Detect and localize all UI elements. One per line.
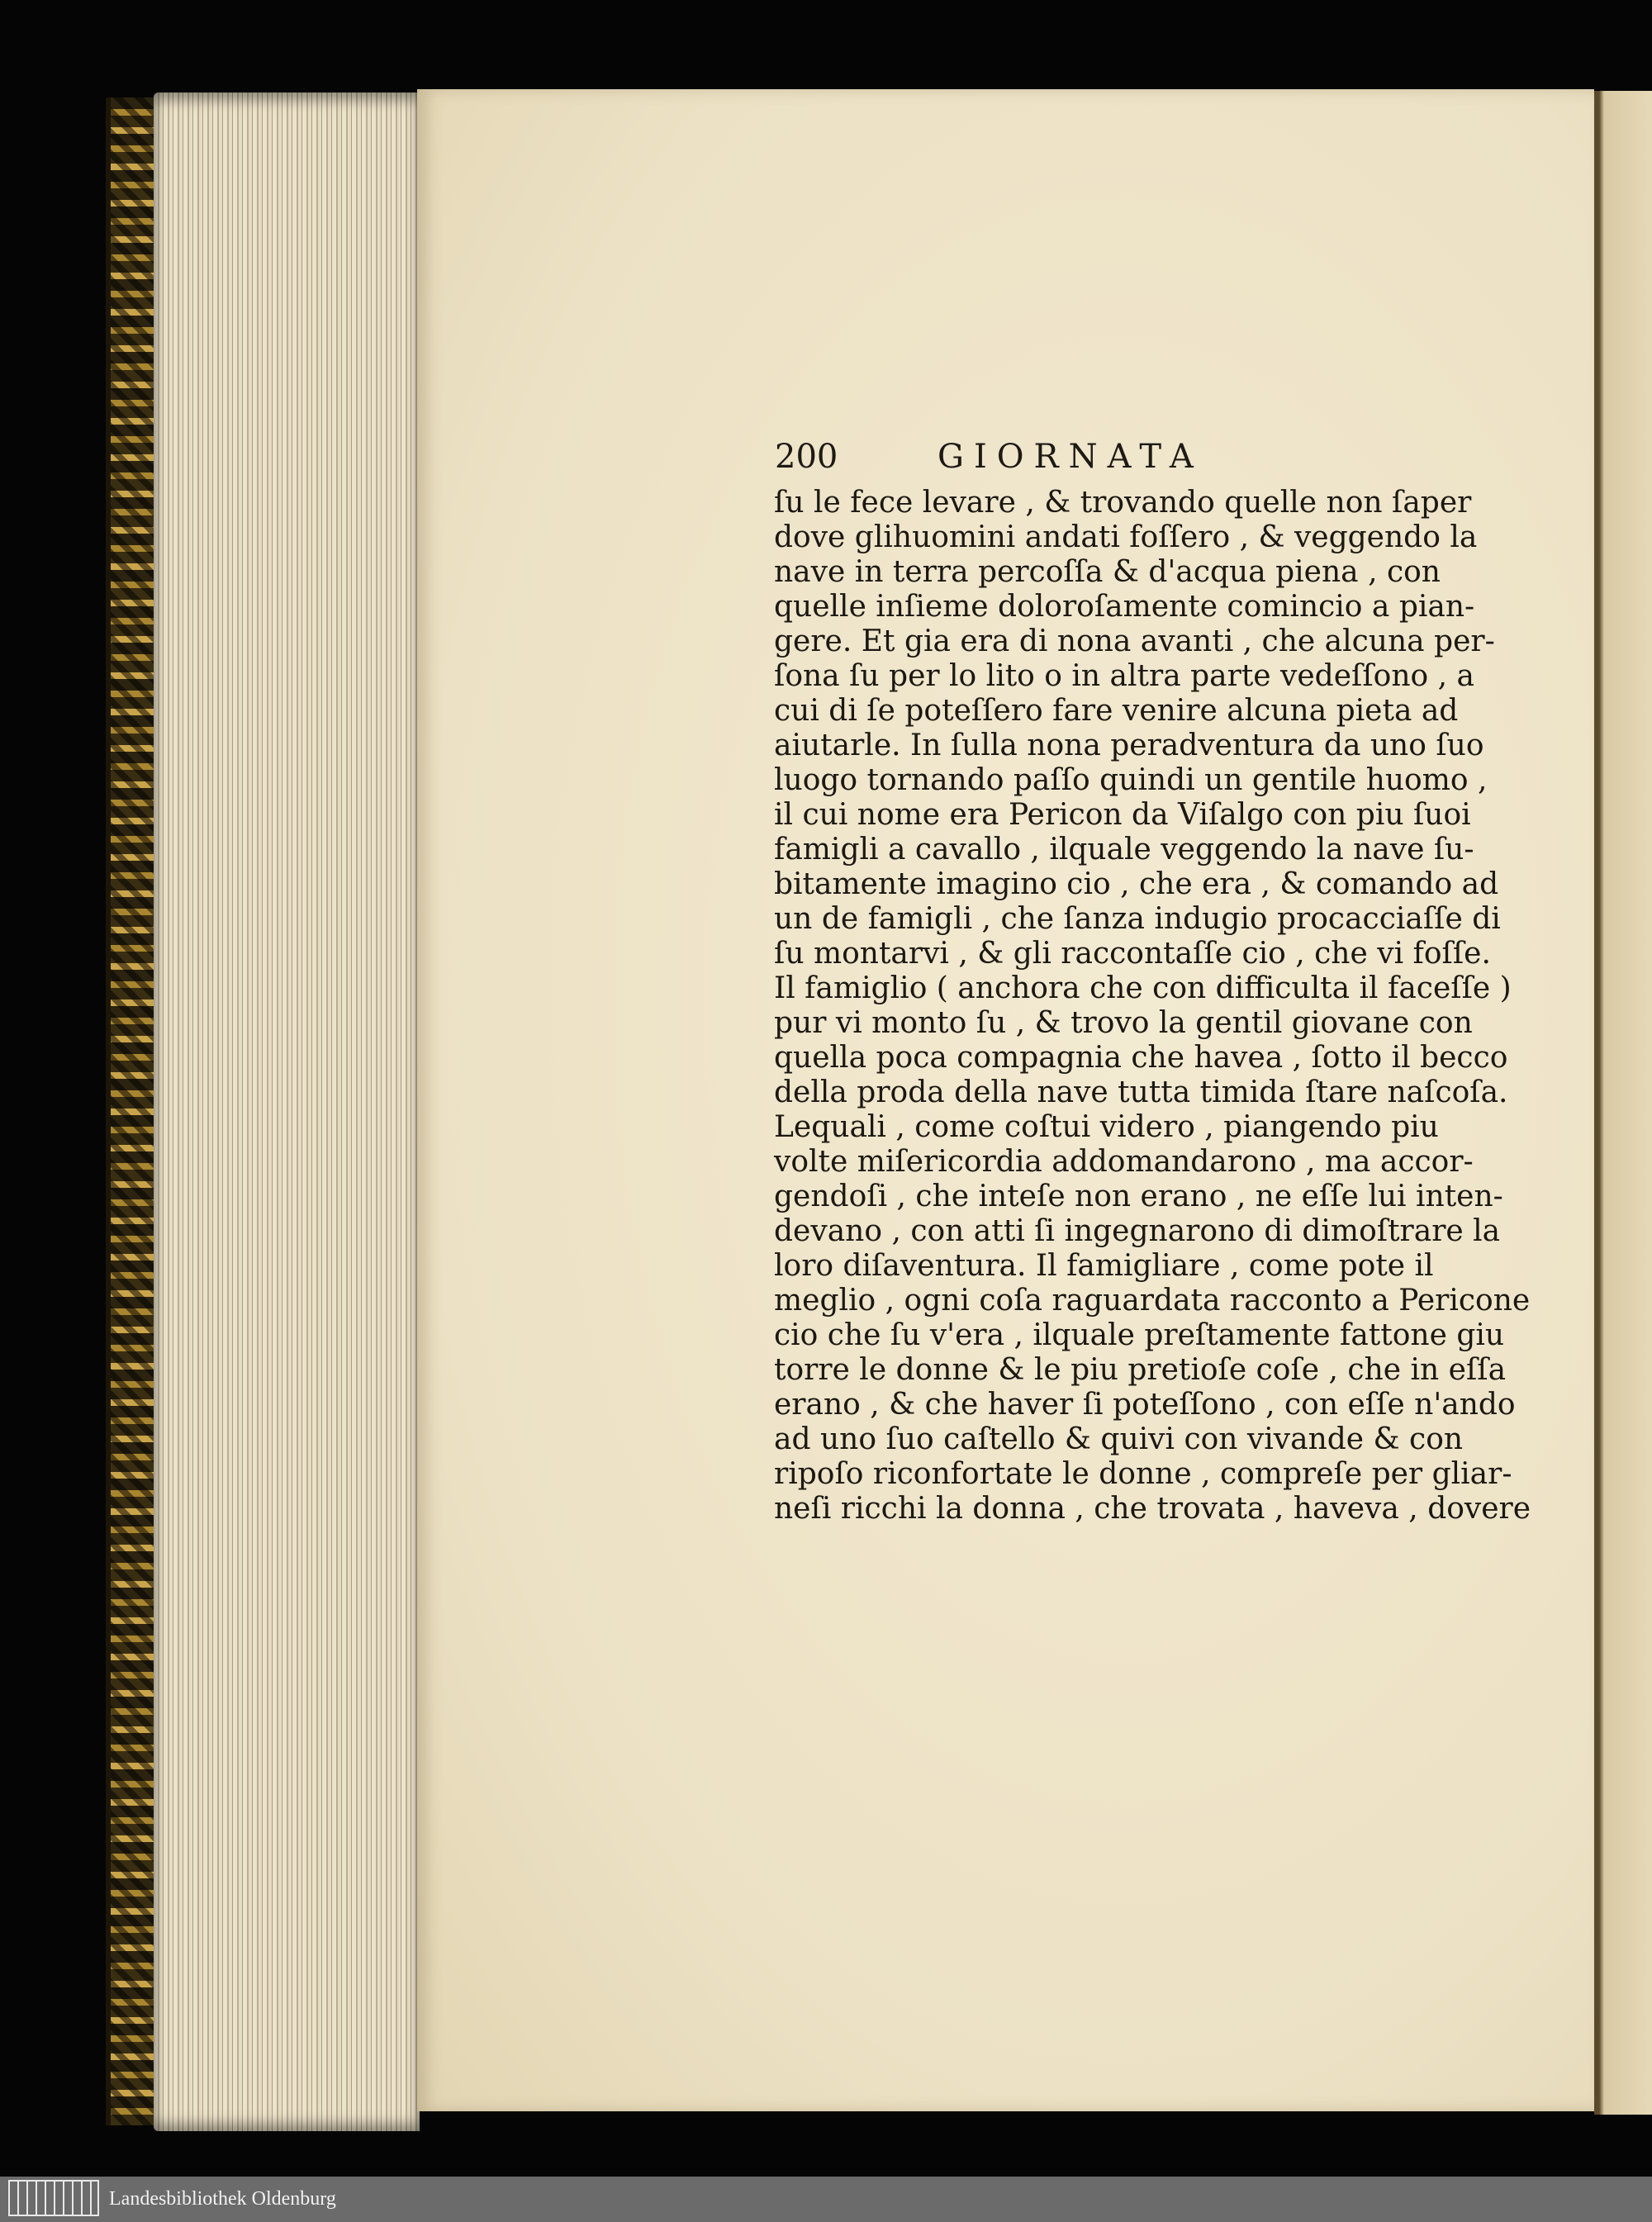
page-number: 200 — [775, 438, 838, 476]
text-line: quella poca compagnia che havea , ſotto il becco — [774, 1041, 1508, 1075]
text-line: erano , & che haver ſi poteſſono , con eſſe n'ando — [774, 1388, 1516, 1422]
text-line: il cui nome era Pericon da Viſalgo con piu ſuoi — [774, 798, 1471, 832]
text-line: torre le donne & le piu pretioſe coſe , che in eſſa — [774, 1353, 1507, 1387]
text-line: bitamente imagino cio , che era , & comando ad — [774, 867, 1499, 901]
text-line: devano , con atti ſi ingegnarono di dimoſtrare la — [774, 1214, 1501, 1248]
text-line: dove glihuomini andati foſſero , & veggendo la — [774, 520, 1478, 554]
library-name: Landesbibliothek Oldenburg — [109, 2188, 336, 2210]
text-line: gendoſi , che inteſe non erano , ne eſſe lui inten- — [774, 1180, 1503, 1213]
text-line: nave in terra percoſſa & d'acqua piena , con — [774, 555, 1441, 589]
text-line: luogo tornando paſſo quindi un gentile huomo , — [774, 763, 1488, 797]
footer-bar — [0, 2177, 1652, 2222]
page-edges — [154, 93, 420, 2131]
text-line: ſu montarvi , & gli raccontaſſe cio , che vi foſſe. — [774, 937, 1491, 971]
text-line: pur vi monto ſu , & trovo la gentil giovane con — [774, 1006, 1473, 1040]
text-line: neſi ricchi la donna , che trovata , haveva , dovere — [774, 1492, 1531, 1526]
body-text — [774, 486, 1531, 1526]
text-line: quelle inſieme doloroſamente comincio a pian- — [774, 590, 1475, 624]
text-line: meglio , ogni coſa raguardata racconto a Pericone — [774, 1284, 1531, 1318]
text-line: Il famiglio ( anchora che con difficulta il faceſſe ) — [774, 971, 1512, 1005]
running-title: GIORNATA — [938, 438, 1203, 476]
text-line: volte miſericordia addomandarono , ma accor- — [774, 1145, 1474, 1179]
text-line: cio che ſu v'era , ilquale preſtamente fattone giu — [774, 1318, 1505, 1352]
text-line: della proda della nave tutta timida ſtare naſcoſa. — [774, 1075, 1508, 1109]
text-line: ad uno ſuo caſtello & quivi con vivande & con — [774, 1422, 1464, 1456]
text-line: aiutarle. In ſulla nona peradventura da uno ſuo — [774, 729, 1484, 762]
text-line: Lequali , come coſtui videro , piangendo piu — [774, 1110, 1439, 1144]
text-line: gere. Et gia era di nona avanti , che alcuna per- — [774, 624, 1495, 658]
text-line: loro diſaventura. Il famigliare , come pote il — [774, 1249, 1434, 1283]
text-line: ripoſo riconfortate le donne , compreſe per gliar- — [774, 1457, 1512, 1491]
text-line: cui di ſe poteſſero fare venire alcuna pieta ad — [774, 694, 1459, 728]
library-building-icon — [8, 2180, 99, 2216]
facing-page-edge — [1594, 91, 1652, 2115]
text-line: ſu le fece levare , & trovando quelle non ſaper — [774, 486, 1472, 520]
page-header — [775, 438, 1270, 479]
text-line: famigli a cavallo , ilquale veggendo la nave ſu- — [774, 833, 1474, 866]
text-line: un de famigli , che ſanza indugio procacciaſſe di — [774, 902, 1501, 936]
spine-ornament — [111, 97, 159, 2125]
text-line: ſona ſu per lo lito o in altra parte vedeſſono , a — [774, 659, 1475, 693]
